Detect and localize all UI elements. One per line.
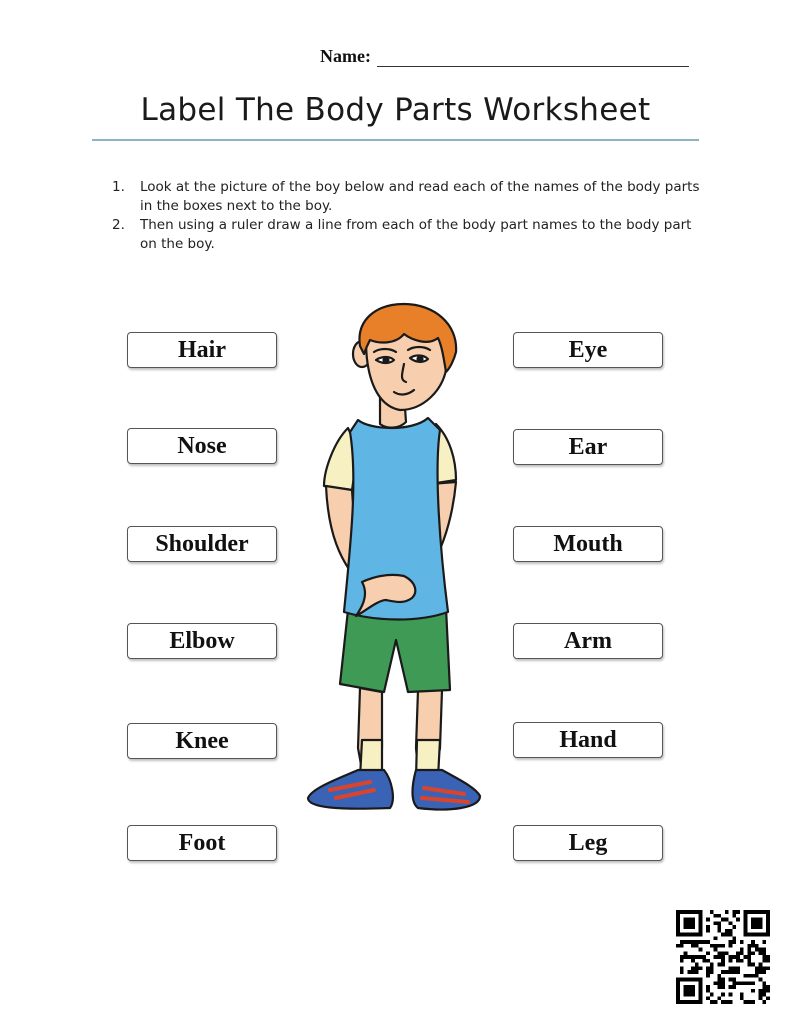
title-divider [92,139,699,141]
label-box-knee[interactable]: Knee [127,723,277,759]
qr-code-icon [676,910,770,1004]
label-box-shoulder[interactable]: Shoulder [127,526,277,562]
label-box-mouth[interactable]: Mouth [513,526,663,562]
label-box-hand[interactable]: Hand [513,722,663,758]
instruction-item [112,216,702,254]
left-shoe [308,770,393,809]
instruction-text: Look at the picture of the boy below and read each of the names of the body parts in the boxes next to the boy. [140,179,700,214]
instruction-item [112,178,702,216]
instruction-text: Then using a ruler draw a line from each of the body part names to the body part on the boy. [140,217,692,252]
instructions-list [112,178,702,254]
label-box-leg[interactable]: Leg [513,825,663,861]
name-field [320,46,689,67]
label-box-foot[interactable]: Foot [127,825,277,861]
left-pupil [384,358,389,363]
page-title: Label The Body Parts Worksheet [140,92,651,128]
label-box-ear[interactable]: Ear [513,429,663,465]
label-box-elbow[interactable]: Elbow [127,623,277,659]
name-label: Name: [320,46,371,66]
right-pupil [418,357,423,362]
label-box-nose[interactable]: Nose [127,428,277,464]
boy-illustration [300,300,500,820]
name-line[interactable] [377,46,689,67]
label-box-eye[interactable]: Eye [513,332,663,368]
instruction-number: 2. [112,217,125,233]
instruction-number: 1. [112,179,125,195]
shorts [340,608,450,692]
label-box-arm[interactable]: Arm [513,623,663,659]
label-box-hair[interactable]: Hair [127,332,277,368]
